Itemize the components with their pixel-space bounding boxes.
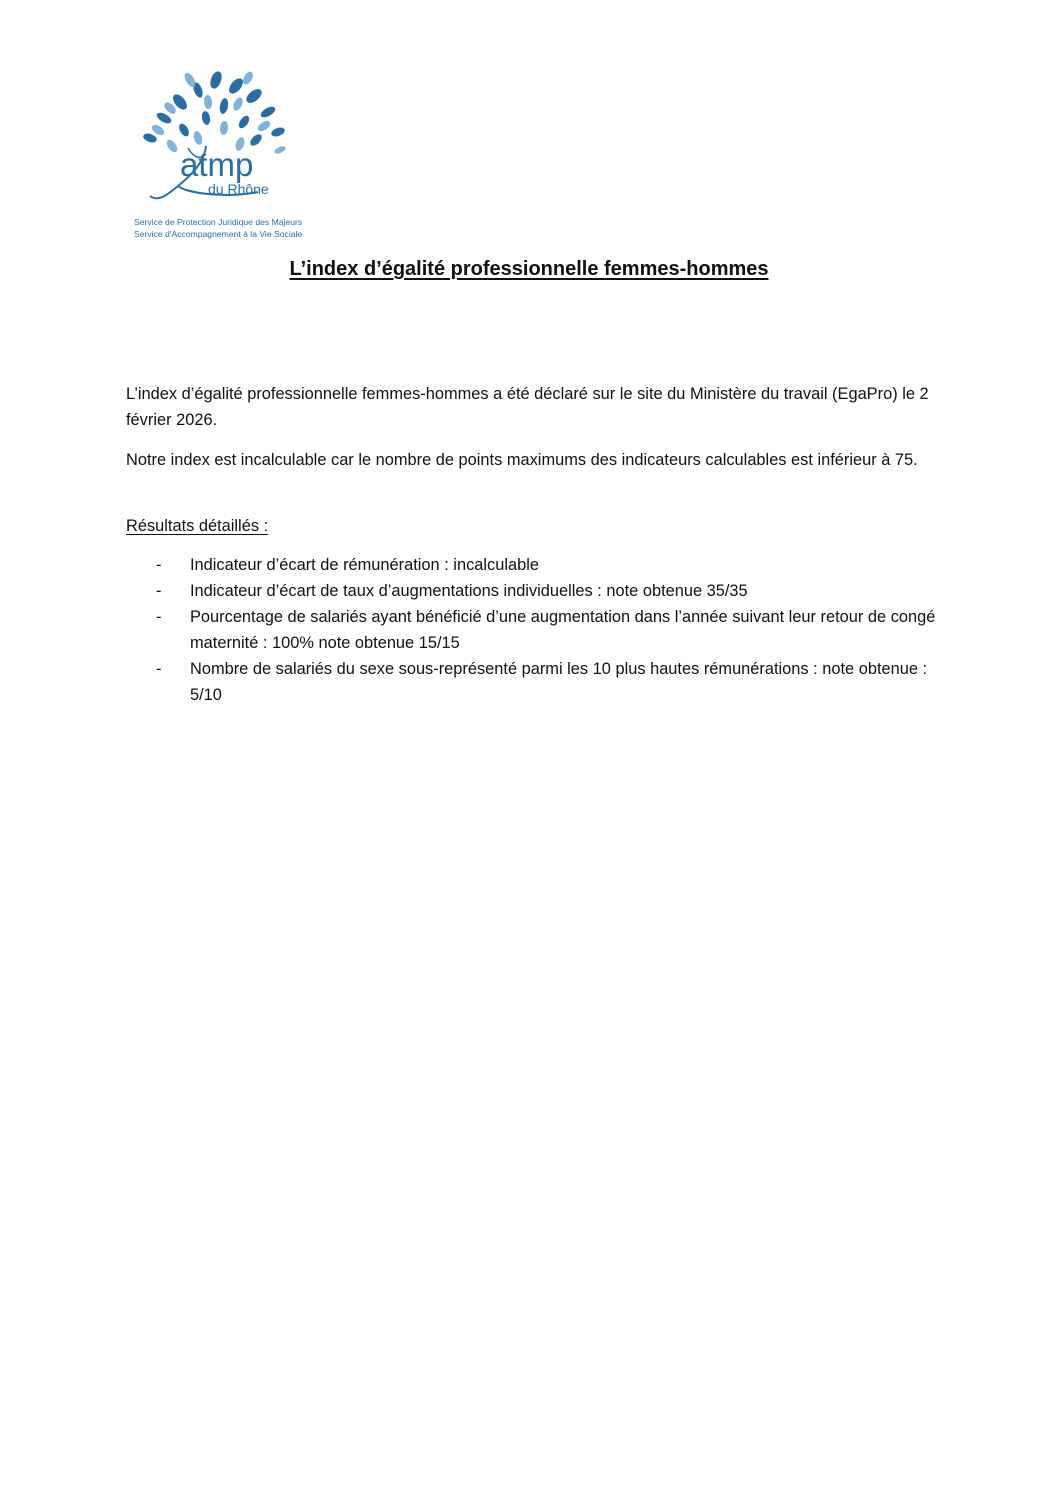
page-title: L’index d’égalité professionnelle femmes-hommes: [289, 258, 769, 280]
list-bullet: -: [156, 556, 162, 574]
logo-tagline-1: Service de Protection Juridique des Majeurs: [134, 217, 303, 227]
list-item: [126, 552, 936, 578]
list-item: [126, 604, 936, 656]
list-bullet: -: [156, 582, 162, 600]
list-item: [126, 578, 936, 604]
list-item-text: Pourcentage de salariés ayant bénéficié d’une augmentation dans l’année suivant leur retour de congé maternité : 100% note obtenue 15/15: [190, 608, 936, 652]
list-item-text: Indicateur d’écart de taux d’augmentations individuelles : note obtenue 35/35: [190, 582, 748, 600]
list-item: [126, 656, 936, 708]
results-heading: Résultats détaillés :: [126, 517, 269, 535]
paragraph-declaration: L’index d’égalité professionnelle femmes-hommes a été déclaré sur le site du Ministère du travail (EgaPro) le 2 février 2026.: [126, 385, 929, 429]
list-item-text: Nombre de salariés du sexe sous-représenté parmi les 10 plus hautes rémunérations : note obtenue : 5/10: [190, 660, 928, 704]
logo-subtitle: du Rhône: [208, 181, 269, 197]
atmp-logo: [128, 68, 308, 248]
paragraph-incalculable: Notre index est incalculable car le nombre de points maximums des indicateurs calculables est inférieur à 75.: [126, 451, 918, 469]
list-bullet: -: [156, 608, 162, 626]
list-bullet: -: [156, 660, 162, 678]
results-list: [126, 552, 936, 708]
logo-wordmark: atmp: [180, 146, 254, 183]
logo-tagline-2: Service d'Accompagnement à la Vie Sociale: [134, 229, 303, 239]
list-item-text: Indicateur d’écart de rémunération : incalculable: [190, 556, 539, 574]
